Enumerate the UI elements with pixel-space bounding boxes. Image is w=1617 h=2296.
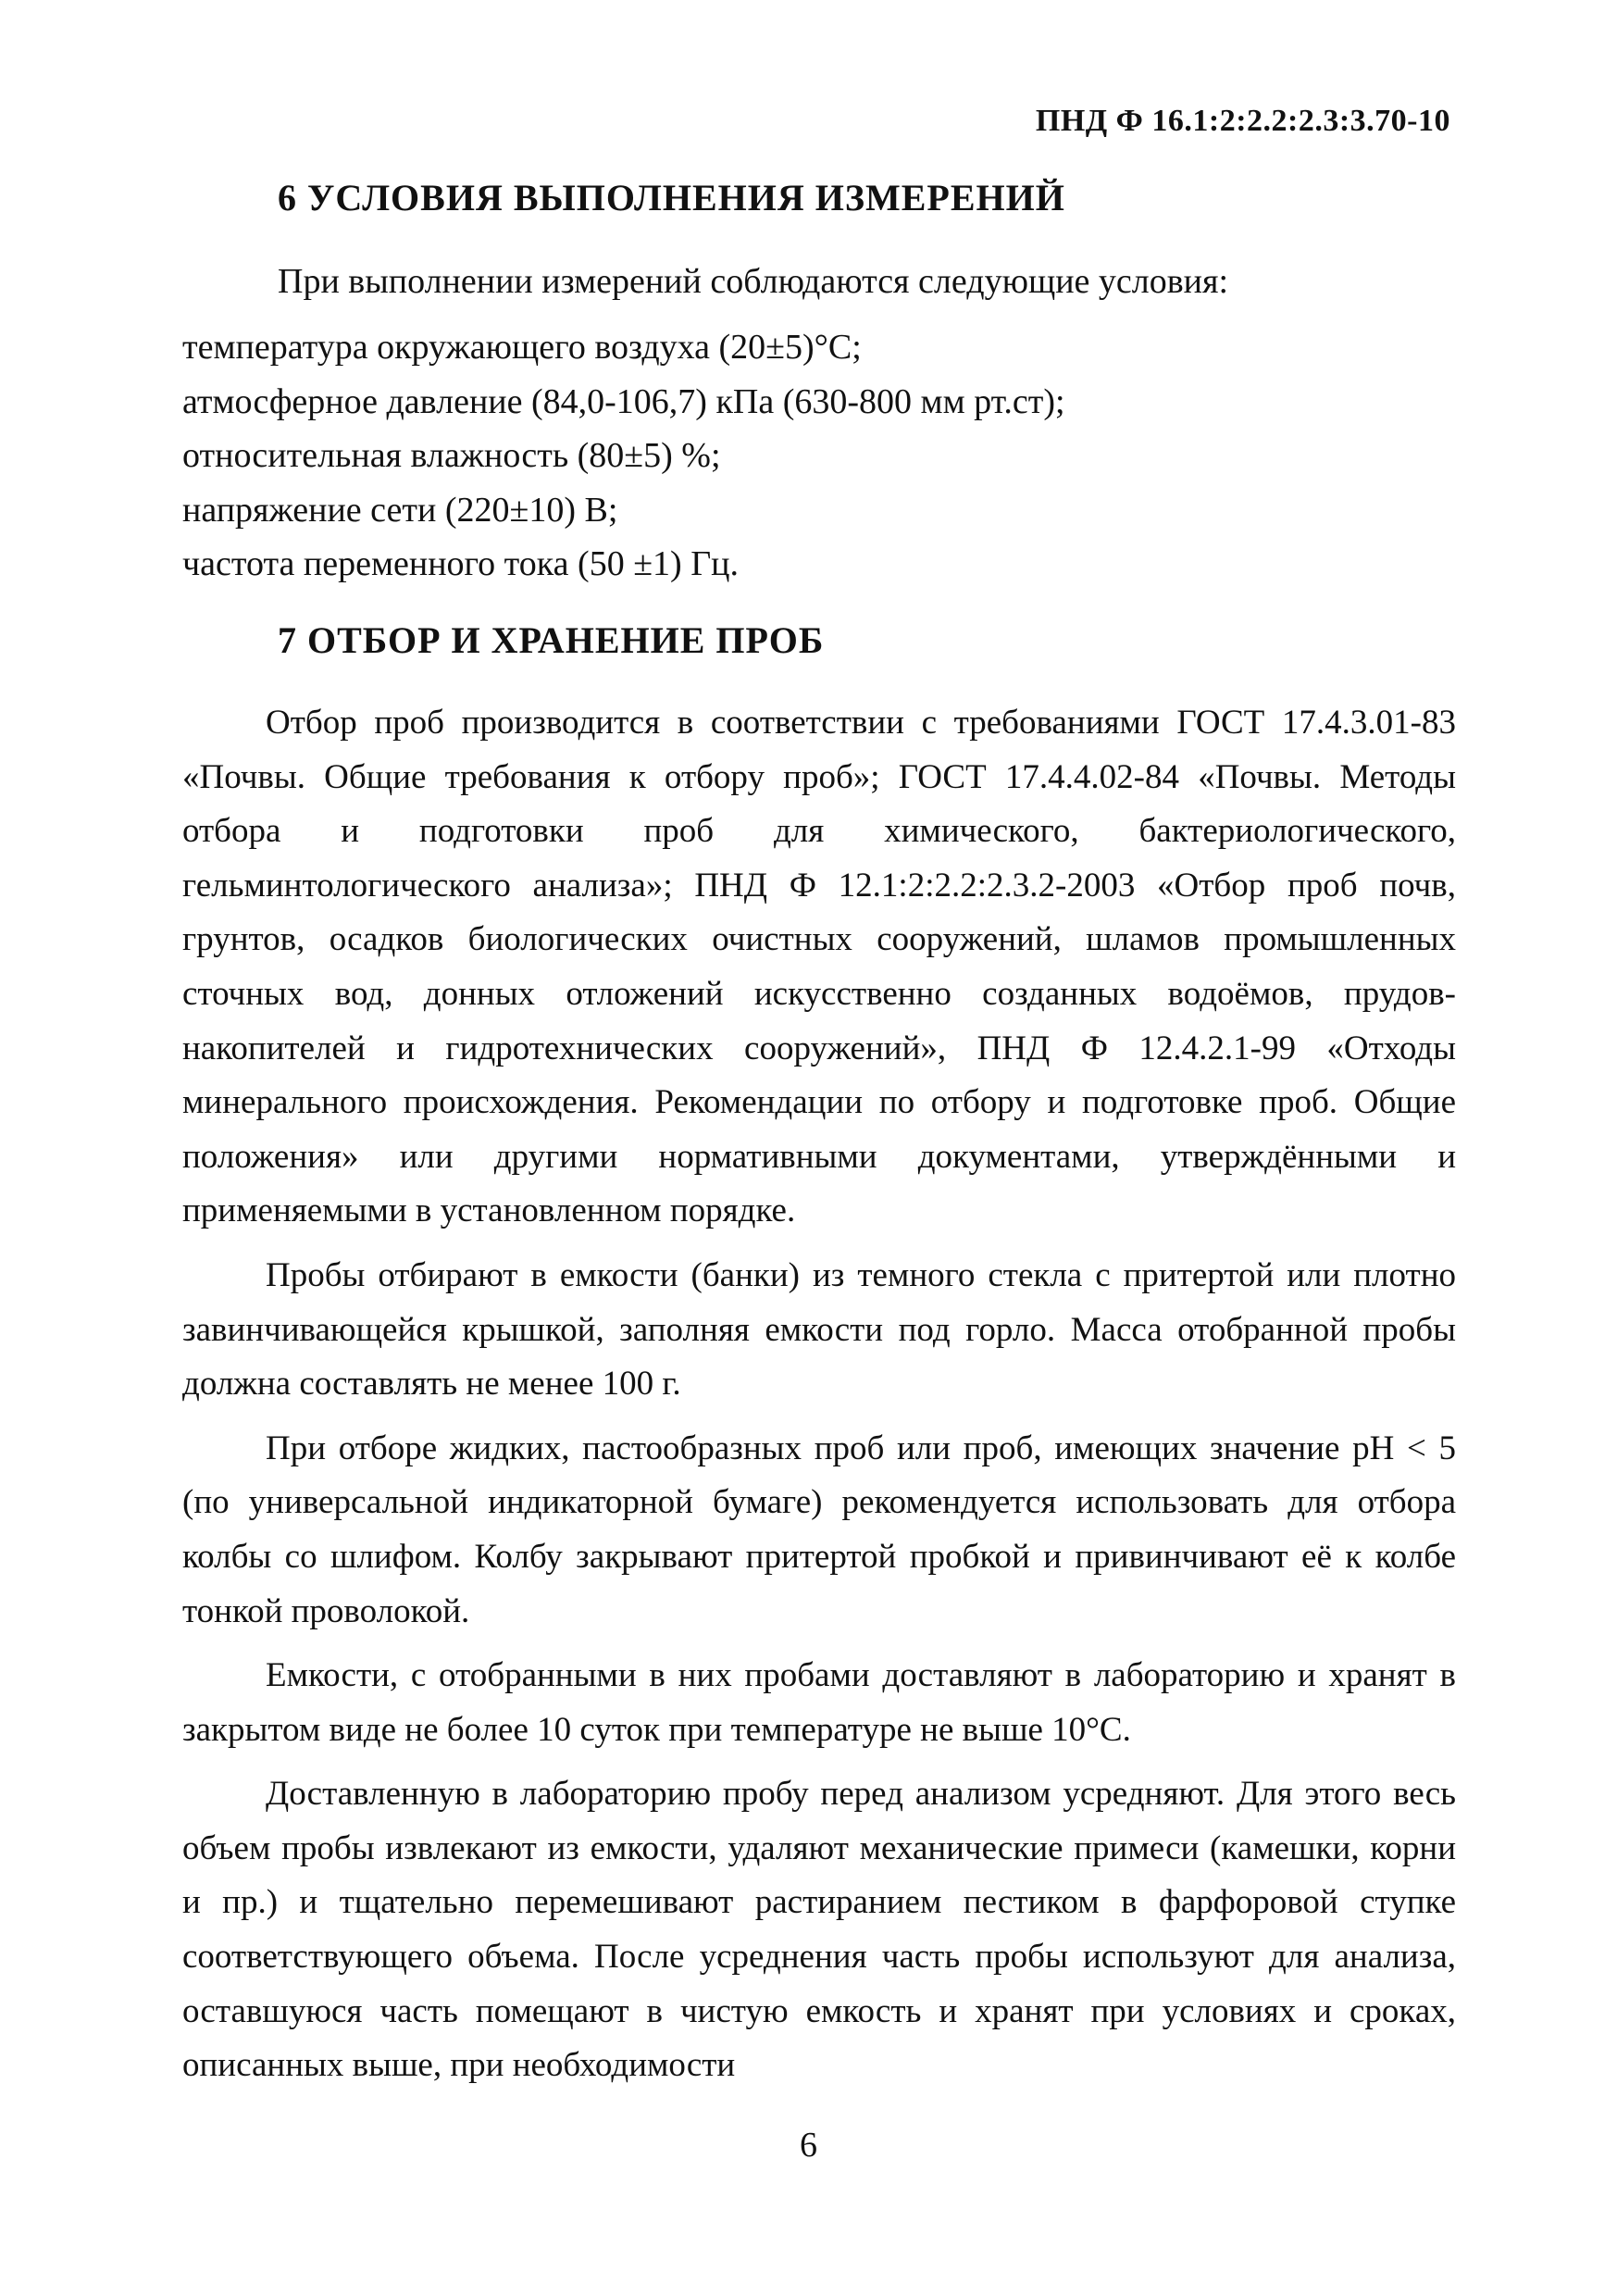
condition-voltage: напряжение сети (220±10) В; [182, 490, 618, 530]
section-6-title: 6 УСЛОВИЯ ВЫПОЛНЕНИЯ ИЗМЕРЕНИЙ [278, 177, 1065, 218]
condition-temperature: температура окружающего воздуха (20±5)°С; [182, 328, 862, 367]
paragraph-sampling-standards: Отбор проб производится в соответствии с требованиями ГОСТ 17.4.3.01-83 «Почвы. Общие требования к отбору проб»; ГОСТ 17.4.4.02-84 «Почвы. Методы отбора и подготовки проб для химического, бактериологического, гельминтологического анализа»; ПНД Ф 12.1:2:2.2:2.3.2-2003 «Отбор проб почв, грунтов, осадков биологических очистных сооружений, шламов промышленных сточных вод, донных отложений искусственно созданных водоёмов, прудов-накопителей и гидротехнических сооружений», ПНД Ф 12.4.2.1-99 «Отходы минерального происхождения. Рекомендации по отбору и подготовке проб. Общие положения» или другими нормативными документами, утверждёнными и применяемыми в установленном порядке. [182, 704, 1456, 1230]
section-7-title: 7 ОТБОР И ХРАНЕНИЕ ПРОБ [278, 619, 825, 661]
condition-frequency: частота переменного тока (50 ±1) Гц. [182, 544, 740, 583]
condition-humidity: относительная влажность (80±5) %; [182, 436, 721, 475]
section-6-intro: При выполнении измерений соблюдаются следующие условия: [278, 262, 1229, 301]
paragraph-containers: Пробы отбирают в емкости (банки) из темного стекла с притертой или плотно завинчивающейся крышкой, заполняя емкости под горло. Масса отобранной пробы должна составлять не менее 100 г. [182, 1255, 1456, 1404]
paragraph-liquid-samples: При отборе жидких, пастообразных проб или проб, имеющих значение pH < 5 (по универсальной индикаторной бумаге) рекомендуется использовать для отбора колбы со шлифом. Колбу закрывают притертой пробкой и привинчивают её к колбе тонкой проволокой. [182, 1429, 1456, 1630]
section-7-body [182, 696, 1456, 2103]
conditions-list [182, 320, 1065, 592]
paragraph-storage: Емкости, с отобранными в них пробами доставляют в лабораторию и хранят в закрытом виде не более 10 суток при температуре не выше 10°С. [182, 1656, 1456, 1749]
condition-pressure: атмосферное давление (84,0-106,7) кПа (630-800 мм рт.ст); [182, 381, 1065, 421]
paragraph-averaging: Доставленную в лабораторию пробу перед анализом усредняют. Для этого весь объем пробы извлекают из емкости, удаляют механические примеси (камешки, корни и пр.) и тщательно перемешивают растиранием пестиком в фарфоровой ступке соответствующего объема. После усреднения часть пробы используют для анализа, оставшуюся часть помещают в чистую емкость и хранят при условиях и сроках, описанных выше, при необходимости [182, 1775, 1456, 2085]
page-number: 6 [800, 2126, 817, 2165]
document-code: ПНД Ф 16.1:2:2.2:2.3:3.70-10 [1035, 104, 1450, 138]
